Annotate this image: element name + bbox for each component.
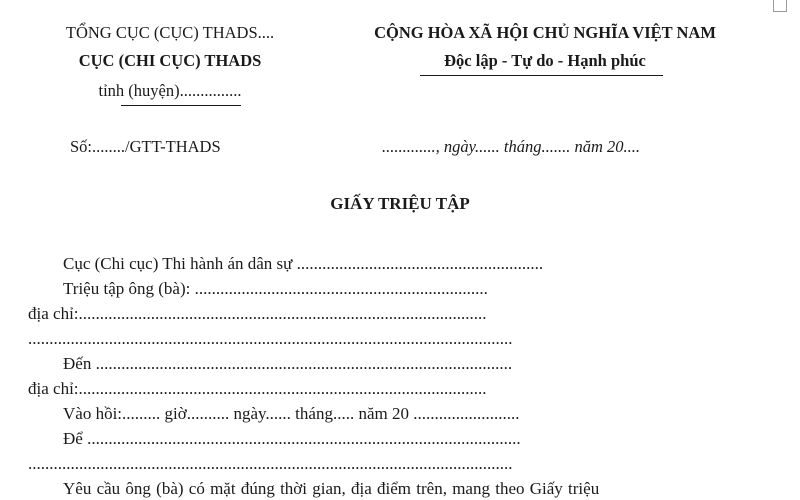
- body-line-address: địa chỉ:................................................................................................: [28, 304, 487, 323]
- page-corner-marker: [773, 0, 787, 12]
- agency-name: CỤC (CHI CỤC) THADS: [78, 51, 262, 70]
- document-title: GIẤY TRIỆU TẬP: [330, 194, 470, 213]
- body-line-summoned-person: Triệu tập ông (bà): .....................................................................: [63, 279, 488, 298]
- motto-underline: [420, 75, 663, 76]
- body-line-request: Yêu cầu ông (bà) có mặt đúng thời gian, địa điểm trên, mang theo Giấy triệu: [63, 479, 600, 498]
- body-line-destination-address: địa chỉ:................................................................................................: [28, 379, 487, 398]
- agency-underline: [121, 105, 241, 106]
- body-line-agency: Cục (Chi cục) Thi hành án dân sự ..........................................................: [63, 254, 544, 273]
- body-line-address-continued: ..................................................................................................................: [28, 329, 513, 348]
- body-line-purpose-continued: ..................................................................................................................: [28, 454, 513, 473]
- document-date: ............., ngày...... tháng....... năm 20....: [382, 137, 641, 156]
- agency-parent-name: TỔNG CỤC (CỤC) THADS....: [65, 23, 275, 42]
- agency-locality: tỉnh (huyện)...............: [98, 81, 242, 100]
- body-line-time: Vào hồi:......... giờ.......... ngày...... tháng..... năm 20 .........................: [63, 404, 520, 423]
- body-line-purpose: Để ......................................................................................................: [63, 429, 521, 448]
- document-number: Số:......../GTT-THADS: [70, 137, 221, 156]
- national-title: CỘNG HÒA XÃ HỘI CHỦ NGHĨA VIỆT NAM: [374, 23, 716, 42]
- body-line-destination: Đến ..................................................................................................: [63, 354, 513, 373]
- national-motto: Độc lập - Tự do - Hạnh phúc: [444, 51, 646, 70]
